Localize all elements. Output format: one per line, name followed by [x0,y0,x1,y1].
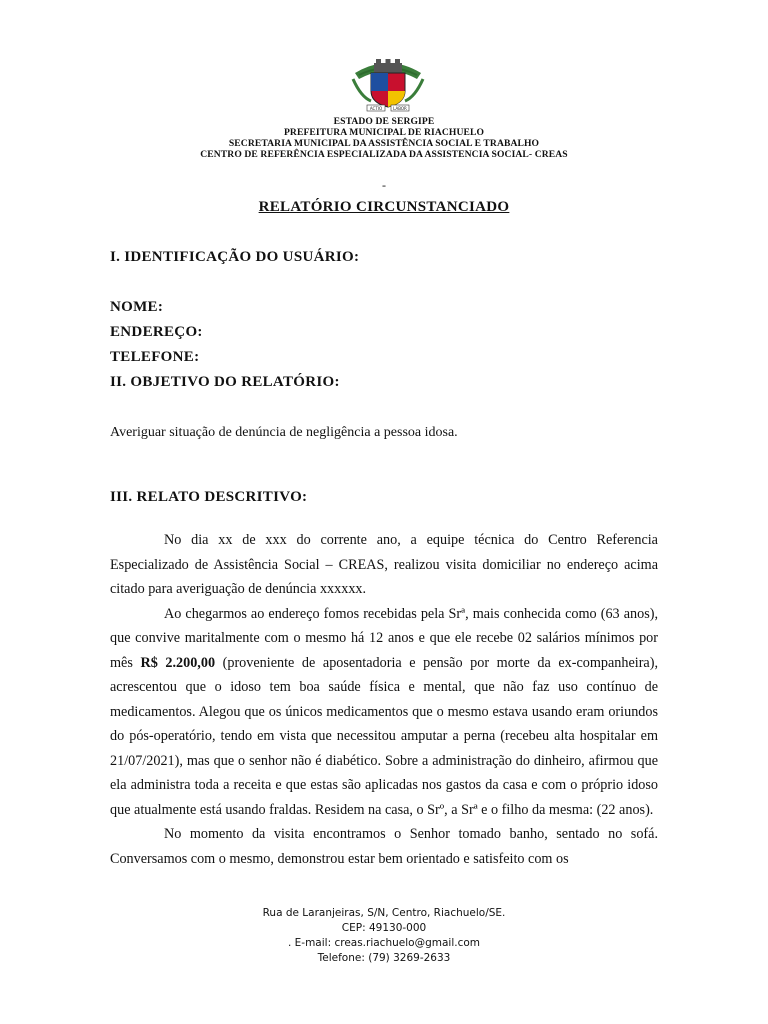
footer-address: Rua de Laranjeiras, S/N, Centro, Riachuelo/SE. [262,907,506,919]
page-footer [0,906,768,966]
relato-paragraph-2-start: Ao chegarmos ao endereço fomos recebidas pela Srª, mais conhecida como (63 anos), que convive maritalmente com o mesmo há 12 anos e que ele recebe 02 salários mínimos por mês [110,605,658,671]
relato-paragraph-3: No momento da visita encontramos o Senhor tomado banho, sentado no sofá. Conversamos com o mesmo, demonstrou estar bem orientado e satisfeito com os [110,826,658,867]
relato-paragraph-1: No dia xx de xxx do corrente ano, a equipe técnica do Centro Referencia Especializado de Assistência Social – CREAS, realizou visita domiciliar no endereço acima citado para averiguação de denúncia xxxxxx. [110,532,658,597]
section-identificacao-heading: I. IDENTIFICAÇÃO DO USUÁRIO: [110,249,360,265]
field-nome-label: NOME: [110,299,164,315]
objetivo-text: Averiguar situação de denúncia de negligência a pessoa idosa. [110,425,458,440]
relato-paragraph-2 [110,602,658,823]
header-prefeitura: PREFEITURA MUNICIPAL DE RIACHUELO [283,127,485,138]
motto-left-text: ACTIO [369,106,383,111]
relato-paragraph-2-end: (proveniente de aposentadoria e pensão por morte da ex-companheira), acrescentou que o idoso tem boa saúde física e mental, que não faz uso contínuo de medicamentos. Alegou que os únicos medicamentos que o mesmo estava usando eram oriundos do pós-operatório, tendo em vista que necessitou amputar a perna (recebeu alta hospitalar em 21/07/2021), mas que o senhor não é diabético. Sobre a administração do dinheiro, afirmou que ela administra toda a receita e que estas são aplicadas nos gastos da casa e com o próprio idoso que atualmente está usando fraldas. Residem na casa, o Srº, a Srª e o filho da mesma: (22 anos). [110,654,658,818]
letterhead [0,116,768,160]
separator-dash: - [382,178,386,192]
relato-body [110,528,658,871]
municipal-coat-of-arms-icon [347,57,429,115]
document-title: RELATÓRIO CIRCUNSTANCIADO [258,199,510,215]
section-objetivo-heading: II. OBJETIVO DO RELATÓRIO: [110,374,340,390]
field-endereco-label: ENDEREÇO: [110,324,203,340]
motto-right-text: LABOR [393,106,407,111]
header-creas: CENTRO DE REFERÊNCIA ESPECIALIZADA DA ASSISTENCIA SOCIAL- CREAS [200,149,568,160]
footer-phone: Telefone: (79) 3269-2633 [317,952,451,964]
footer-cep: CEP: 49130-000 [341,922,427,934]
header-secretaria: SECRETARIA MUNICIPAL DA ASSISTÊNCIA SOCIAL E TRABALHO [228,138,540,149]
income-amount: R$ 2.200,00 [140,654,216,671]
section-relato-heading: III. RELATO DESCRITIVO: [110,489,308,505]
field-telefone-label: TELEFONE: [110,349,200,365]
header-state: ESTADO DE SERGIPE [333,116,435,127]
footer-email: . E-mail: creas.riachuelo@gmail.com [287,937,480,949]
